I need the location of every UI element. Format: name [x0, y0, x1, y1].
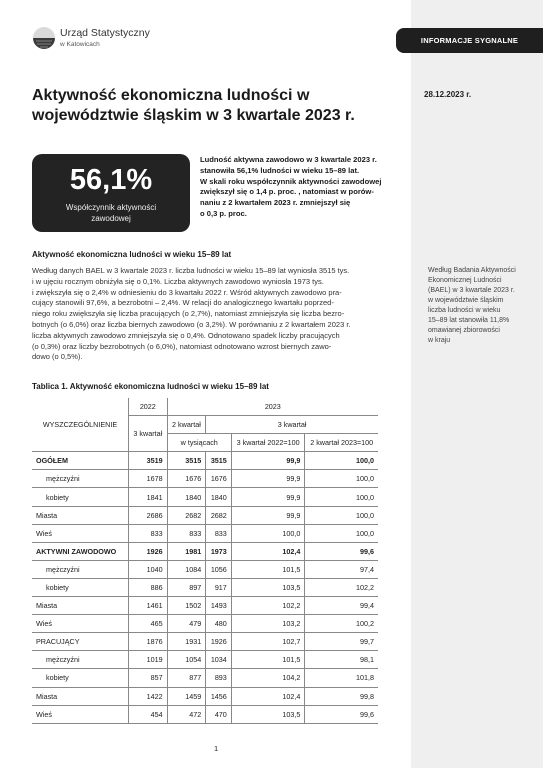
table-row — [32, 524, 378, 542]
table-cell: 1678 — [129, 470, 168, 488]
body-line: Według danych BAEL w 3 kwartale 2023 r. liczba ludności w wieku 15–89 lat wyniosła 3515 tys. — [32, 266, 350, 275]
logo-name: Urząd Statystyczny — [60, 27, 150, 39]
table-cell: 886 — [129, 578, 168, 596]
summary-line: zwiększył się o 1,4 p. proc. , natomiast w porów- — [200, 187, 374, 197]
table-cell: 1840 — [167, 488, 206, 506]
table-row — [32, 506, 378, 524]
table-cell: 472 — [167, 705, 206, 723]
row-label: kobiety — [32, 669, 129, 687]
side-note-line: 15–89 lat stanowiła 11,8% — [428, 317, 510, 324]
table-cell: 99,6 — [305, 705, 378, 723]
q2-2023-header: 2 kwartał — [167, 416, 206, 434]
table-cell: 1040 — [129, 560, 168, 578]
table-cell: 3519 — [129, 452, 168, 470]
table-cell: 103,5 — [231, 705, 305, 723]
table-cell: 103,2 — [231, 615, 305, 633]
row-label: kobiety — [32, 578, 129, 596]
row-label: AKTYWNI ZAWODOWO — [32, 542, 129, 560]
body-paragraph — [32, 266, 402, 363]
table-cell: 99,9 — [231, 452, 305, 470]
body-line: i zwiększyła się o 2,4% w odniesieniu do 3 kwartału 2022 r. Wśród aktywnych zawodowo pra- — [32, 287, 342, 297]
table-cell: 3515 — [206, 452, 232, 470]
kpi-label: Współczynnik aktywności zawodowej — [65, 203, 157, 223]
table-row — [32, 651, 378, 669]
table-row — [32, 470, 378, 488]
table-cell: 100,2 — [305, 615, 378, 633]
table-cell: 1931 — [167, 633, 206, 651]
table-cell: 100,0 — [231, 524, 305, 542]
table-cell: 480 — [206, 615, 232, 633]
table-cell: 2682 — [206, 506, 232, 524]
table-cell: 99,9 — [231, 470, 305, 488]
table-cell: 1459 — [167, 687, 206, 705]
side-note-line: w województwie śląskim — [428, 297, 504, 304]
publication-date: 28.12.2023 r. — [424, 90, 472, 99]
summary-line: naniu z 2 kwartałem 2023 r. zmniejszył się — [200, 198, 351, 208]
year-2023-header: 2023 — [167, 398, 378, 416]
table-header-row — [32, 398, 378, 416]
table-cell: 104,2 — [231, 669, 305, 687]
table-cell: 101,8 — [305, 669, 378, 687]
row-label: mężczyźni — [32, 470, 129, 488]
row-label: PRACUJĄCY — [32, 633, 129, 651]
table-cell: 2686 — [129, 506, 168, 524]
body-line: liczba aktywnych zawodowo zmniejszyła się o 0,4%. Odnotowano spadek liczby pracujących — [32, 330, 340, 340]
kpi-box — [32, 154, 190, 232]
table-title: Tablica 1. Aktywność ekonomiczna ludności w wieku 15–89 lat — [32, 382, 269, 391]
table-cell: 99,4 — [305, 597, 378, 615]
table-cell: 1422 — [129, 687, 168, 705]
row-label: mężczyźni — [32, 651, 129, 669]
table-cell: 877 — [167, 669, 206, 687]
table-row — [32, 560, 378, 578]
table-cell: 3515 — [167, 452, 206, 470]
table-row — [32, 597, 378, 615]
table-row — [32, 615, 378, 633]
side-note-line: omawianej zbiorowości — [428, 327, 500, 334]
row-label: kobiety — [32, 488, 129, 506]
side-note — [428, 266, 528, 346]
table-cell: 102,2 — [231, 597, 305, 615]
body-line: niego roku zwiększyła się liczba pracujących (o 2,7%), natomiast zmniejszyła się liczba bezro- — [32, 309, 345, 319]
summary-line: Ludność aktywna zawodowo w 3 kwartale 2023 r. — [200, 155, 377, 164]
body-line: botnych (o 6,0%) oraz liczba biernych zawodowo (o 3,2%). W porównaniu z 2 kwartałem 2023 r. — [32, 319, 351, 329]
table-cell: 2682 — [167, 506, 206, 524]
table-cell: 100,0 — [305, 452, 378, 470]
row-label: Miasta — [32, 506, 129, 524]
table-row — [32, 705, 378, 723]
table-cell: 102,4 — [231, 542, 305, 560]
side-note-line: Ekonomicznej Ludności — [428, 277, 502, 284]
table-row — [32, 452, 378, 470]
table-cell: 97,4 — [305, 560, 378, 578]
summary-line: o 0,3 p. proc. — [200, 208, 247, 218]
data-table — [32, 398, 378, 724]
table-row — [32, 578, 378, 596]
index-2022-header: 3 kwartał 2022=100 — [231, 434, 305, 452]
q3-2023-header: 3 kwartał — [206, 416, 378, 434]
page-number: 1 — [214, 744, 219, 753]
table-cell: 101,5 — [231, 560, 305, 578]
table-cell: 833 — [129, 524, 168, 542]
side-note-line: Według Badania Aktywności — [428, 267, 516, 274]
table-cell: 1840 — [206, 488, 232, 506]
table-cell: 1056 — [206, 560, 232, 578]
table-cell: 100,0 — [305, 488, 378, 506]
table-row — [32, 488, 378, 506]
row-label: Wieś — [32, 705, 129, 723]
table-cell: 103,5 — [231, 578, 305, 596]
body-line: i w ujęciu rocznym obniżyła się o 0,1%. Liczba aktywnych zawodowo wyniosła 1973 tys. — [32, 276, 324, 286]
table-cell: 833 — [167, 524, 206, 542]
table-cell: 1841 — [129, 488, 168, 506]
table-cell: 99,6 — [305, 542, 378, 560]
table-cell: 98,1 — [305, 651, 378, 669]
table-cell: 1926 — [129, 542, 168, 560]
year-2022-header: 2022 — [129, 398, 168, 416]
table-cell: 99,7 — [305, 633, 378, 651]
side-column — [411, 0, 543, 768]
publication-type-badge: INFORMACJE SYGNALNE — [396, 28, 543, 53]
table-cell: 1493 — [206, 597, 232, 615]
table-cell: 100,0 — [305, 524, 378, 542]
logo-subtitle: w Katowicach — [60, 41, 100, 48]
table-cell: 1981 — [167, 542, 206, 560]
table-cell: 857 — [129, 669, 168, 687]
row-label: Wieś — [32, 615, 129, 633]
table-cell: 1461 — [129, 597, 168, 615]
stub-header: WYSZCZEGÓLNIENIE — [32, 398, 129, 452]
table-cell: 100,0 — [305, 506, 378, 524]
index-2023-header: 2 kwartał 2023=100 — [305, 434, 378, 452]
table-cell: 470 — [206, 705, 232, 723]
logo-globe-icon — [32, 26, 56, 50]
table-cell: 1676 — [206, 470, 232, 488]
table-cell: 100,0 — [305, 470, 378, 488]
side-note-line: w kraju — [428, 337, 451, 344]
row-label: Miasta — [32, 687, 129, 705]
side-note-line: liczba ludności w wieku — [428, 307, 501, 314]
table-cell: 1502 — [167, 597, 206, 615]
side-note-line: (BAEL) w 3 kwartale 2023 r. — [428, 287, 515, 294]
body-line: (o 0,3%) oraz liczby bezrobotnych (o 6,0%), natomiast odnotowano wzrost biernych zawo- — [32, 341, 332, 351]
table-cell: 1034 — [206, 651, 232, 669]
kpi-value: 56,1% — [69, 164, 153, 196]
table-cell: 1926 — [206, 633, 232, 651]
table-cell: 833 — [206, 524, 232, 542]
table-cell: 897 — [167, 578, 206, 596]
table-body — [32, 452, 378, 723]
table-cell: 99,9 — [231, 506, 305, 524]
summary-line: stanowiła 56,1% ludności w wieku 15–89 lat. — [200, 165, 360, 175]
table-cell: 99,8 — [305, 687, 378, 705]
table-cell: 1084 — [167, 560, 206, 578]
table-cell: 1456 — [206, 687, 232, 705]
section-heading: Aktywność ekonomiczna ludności w wieku 15–89 lat — [32, 250, 232, 259]
table-cell: 99,9 — [231, 488, 305, 506]
table-cell: 102,4 — [231, 687, 305, 705]
table-cell: 1054 — [167, 651, 206, 669]
table-cell: 917 — [206, 578, 232, 596]
table-cell: 1876 — [129, 633, 168, 651]
table-cell: 454 — [129, 705, 168, 723]
body-line: cujący stanowili 97,6%, a bezrobotni – 2,4%. W relacji do analogicznego kwartału poprzed- — [32, 298, 334, 308]
table-cell: 1019 — [129, 651, 168, 669]
summary-line: W skali roku współczynnik aktywności zawodowej — [200, 176, 382, 186]
row-label: mężczyźni — [32, 560, 129, 578]
body-line: dowo (o 0,5%). — [32, 352, 83, 362]
unit-header: w tysiącach — [167, 434, 231, 452]
table-cell: 893 — [206, 669, 232, 687]
table-row — [32, 687, 378, 705]
table-cell: 102,7 — [231, 633, 305, 651]
summary-text — [200, 155, 405, 220]
row-label: OGÓŁEM — [32, 452, 129, 470]
table-row — [32, 542, 378, 560]
table-cell: 101,5 — [231, 651, 305, 669]
q3-2022-header: 3 kwartał — [129, 416, 168, 452]
logo — [32, 26, 152, 56]
table-cell: 102,2 — [305, 578, 378, 596]
page-title: Aktywność ekonomiczna ludności w województwie śląskim w 3 kwartale 2023 r. — [32, 87, 355, 124]
table-cell: 479 — [167, 615, 206, 633]
row-label: Wieś — [32, 524, 129, 542]
table-cell: 465 — [129, 615, 168, 633]
table-row — [32, 669, 378, 687]
table-cell: 1676 — [167, 470, 206, 488]
table-cell: 1973 — [206, 542, 232, 560]
row-label: Miasta — [32, 597, 129, 615]
table-row — [32, 633, 378, 651]
